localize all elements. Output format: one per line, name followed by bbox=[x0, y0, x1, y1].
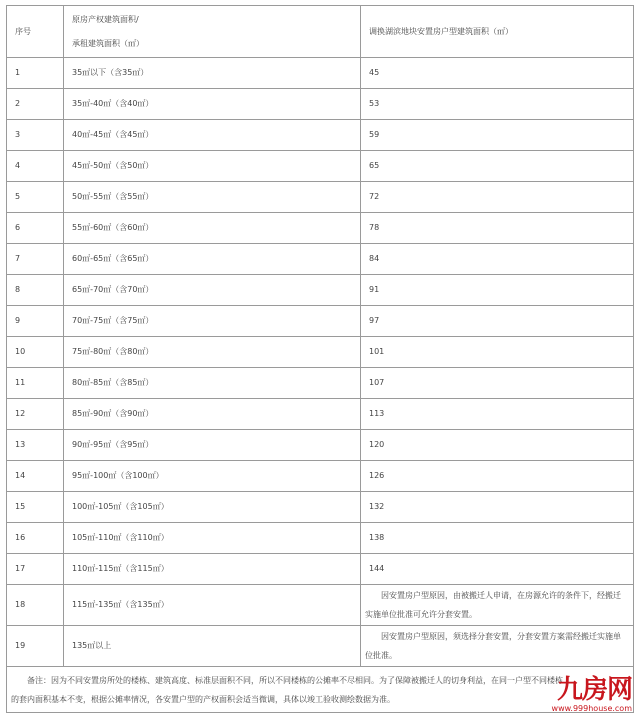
new-area-cell: 101 bbox=[361, 337, 634, 368]
new-area-cell: 65 bbox=[361, 151, 634, 182]
new-area-cell: 126 bbox=[361, 461, 634, 492]
serial-number-cell: 4 bbox=[7, 151, 64, 182]
table-row bbox=[7, 626, 634, 667]
new-area-cell: 144 bbox=[361, 554, 634, 585]
table-row bbox=[7, 492, 634, 523]
table-row bbox=[7, 461, 634, 492]
new-area-cell: 138 bbox=[361, 523, 634, 554]
table-row bbox=[7, 306, 634, 337]
serial-number-cell: 13 bbox=[7, 430, 64, 461]
serial-number-cell: 2 bbox=[7, 89, 64, 120]
watermark bbox=[552, 676, 632, 714]
serial-number-cell: 6 bbox=[7, 213, 64, 244]
serial-number-cell: 19 bbox=[7, 626, 64, 667]
table-row bbox=[7, 182, 634, 213]
table-row bbox=[7, 554, 634, 585]
watermark-url: www.999house.com bbox=[551, 704, 632, 713]
table-row bbox=[7, 275, 634, 306]
new-area-cell: 97 bbox=[361, 306, 634, 337]
new-area-cell: 78 bbox=[361, 213, 634, 244]
original-area-cell: 35㎡以下（含35㎡） bbox=[64, 58, 361, 89]
serial-number-cell: 1 bbox=[7, 58, 64, 89]
table-row bbox=[7, 89, 634, 120]
resettlement-area-table bbox=[6, 5, 634, 713]
note-text: 备注：因为不同安置房所处的楼栋、建筑高度、标准层面积不同，所以不同楼栋的公摊率不尽相同。为了保障被搬迁人的切身利益，在同一户型不同楼栋的套内面积基本不变，根据公摊率情况，各安置户型的产权面积会适当微调，具体以竣工验收测绘数据为准。 bbox=[7, 667, 634, 713]
serial-number-cell: 3 bbox=[7, 120, 64, 151]
original-area-cell: 55㎡-60㎡（含60㎡） bbox=[64, 213, 361, 244]
table-row bbox=[7, 151, 634, 182]
new-area-cell: 45 bbox=[361, 58, 634, 89]
serial-number-cell: 7 bbox=[7, 244, 64, 275]
table-row bbox=[7, 368, 634, 399]
table-row bbox=[7, 399, 634, 430]
original-area-cell: 80㎡-85㎡（含85㎡） bbox=[64, 368, 361, 399]
original-area-cell: 105㎡-110㎡（含110㎡） bbox=[64, 523, 361, 554]
new-area-cell: 84 bbox=[361, 244, 634, 275]
header-new-area: 调换湖滨地块安置房户型建筑面积（㎡） bbox=[361, 6, 634, 58]
original-area-cell: 35㎡-40㎡（含40㎡） bbox=[64, 89, 361, 120]
original-area-cell: 60㎡-65㎡（含65㎡） bbox=[64, 244, 361, 275]
table-row bbox=[7, 523, 634, 554]
new-area-cell: 72 bbox=[361, 182, 634, 213]
new-area-cell: 132 bbox=[361, 492, 634, 523]
original-area-cell: 85㎡-90㎡（含90㎡） bbox=[64, 399, 361, 430]
original-area-cell: 70㎡-75㎡（含75㎡） bbox=[64, 306, 361, 337]
serial-number-cell: 15 bbox=[7, 492, 64, 523]
original-area-cell: 115㎡-135㎡（含135㎡） bbox=[64, 585, 361, 626]
original-area-cell: 50㎡-55㎡（含55㎡） bbox=[64, 182, 361, 213]
original-area-cell: 40㎡-45㎡（含45㎡） bbox=[64, 120, 361, 151]
original-area-cell: 135㎡以上 bbox=[64, 626, 361, 667]
original-area-cell: 75㎡-80㎡（含80㎡） bbox=[64, 337, 361, 368]
serial-number-cell: 11 bbox=[7, 368, 64, 399]
table-row bbox=[7, 585, 634, 626]
table-row bbox=[7, 430, 634, 461]
new-area-cell: 53 bbox=[361, 89, 634, 120]
table-header-row bbox=[7, 6, 634, 58]
new-area-cell: 107 bbox=[361, 368, 634, 399]
header-original-area-line2: 承租建筑面积（㎡） bbox=[72, 38, 144, 48]
watermark-logo: 九房网 bbox=[556, 675, 632, 705]
new-area-cell: 59 bbox=[361, 120, 634, 151]
new-area-cell: 113 bbox=[361, 399, 634, 430]
header-original-area bbox=[64, 6, 361, 58]
table-row bbox=[7, 337, 634, 368]
original-area-cell: 45㎡-50㎡（含50㎡） bbox=[64, 151, 361, 182]
table-row bbox=[7, 120, 634, 151]
serial-number-cell: 14 bbox=[7, 461, 64, 492]
table-row bbox=[7, 58, 634, 89]
new-area-cell: 因安置房户型原因，须选择分套安置，分套安置方案需经搬迁实施单位批准。 bbox=[361, 626, 634, 667]
serial-number-cell: 10 bbox=[7, 337, 64, 368]
header-serial-number: 序号 bbox=[7, 6, 64, 58]
serial-number-cell: 16 bbox=[7, 523, 64, 554]
serial-number-cell: 8 bbox=[7, 275, 64, 306]
original-area-cell: 90㎡-95㎡（含95㎡） bbox=[64, 430, 361, 461]
serial-number-cell: 12 bbox=[7, 399, 64, 430]
note-row bbox=[7, 667, 634, 713]
table-row bbox=[7, 244, 634, 275]
serial-number-cell: 18 bbox=[7, 585, 64, 626]
header-original-area-line1: 原房产权建筑面积/ bbox=[72, 14, 139, 24]
original-area-cell: 95㎡-100㎡（含100㎡） bbox=[64, 461, 361, 492]
new-area-cell: 因安置房户型原因，由被搬迁人申请，在房源允许的条件下，经搬迁实施单位批准可允许分套安置。 bbox=[361, 585, 634, 626]
original-area-cell: 110㎡-115㎡（含115㎡） bbox=[64, 554, 361, 585]
serial-number-cell: 9 bbox=[7, 306, 64, 337]
serial-number-cell: 5 bbox=[7, 182, 64, 213]
table-row bbox=[7, 213, 634, 244]
original-area-cell: 65㎡-70㎡（含70㎡） bbox=[64, 275, 361, 306]
serial-number-cell: 17 bbox=[7, 554, 64, 585]
new-area-cell: 120 bbox=[361, 430, 634, 461]
original-area-cell: 100㎡-105㎡（含105㎡） bbox=[64, 492, 361, 523]
new-area-cell: 91 bbox=[361, 275, 634, 306]
